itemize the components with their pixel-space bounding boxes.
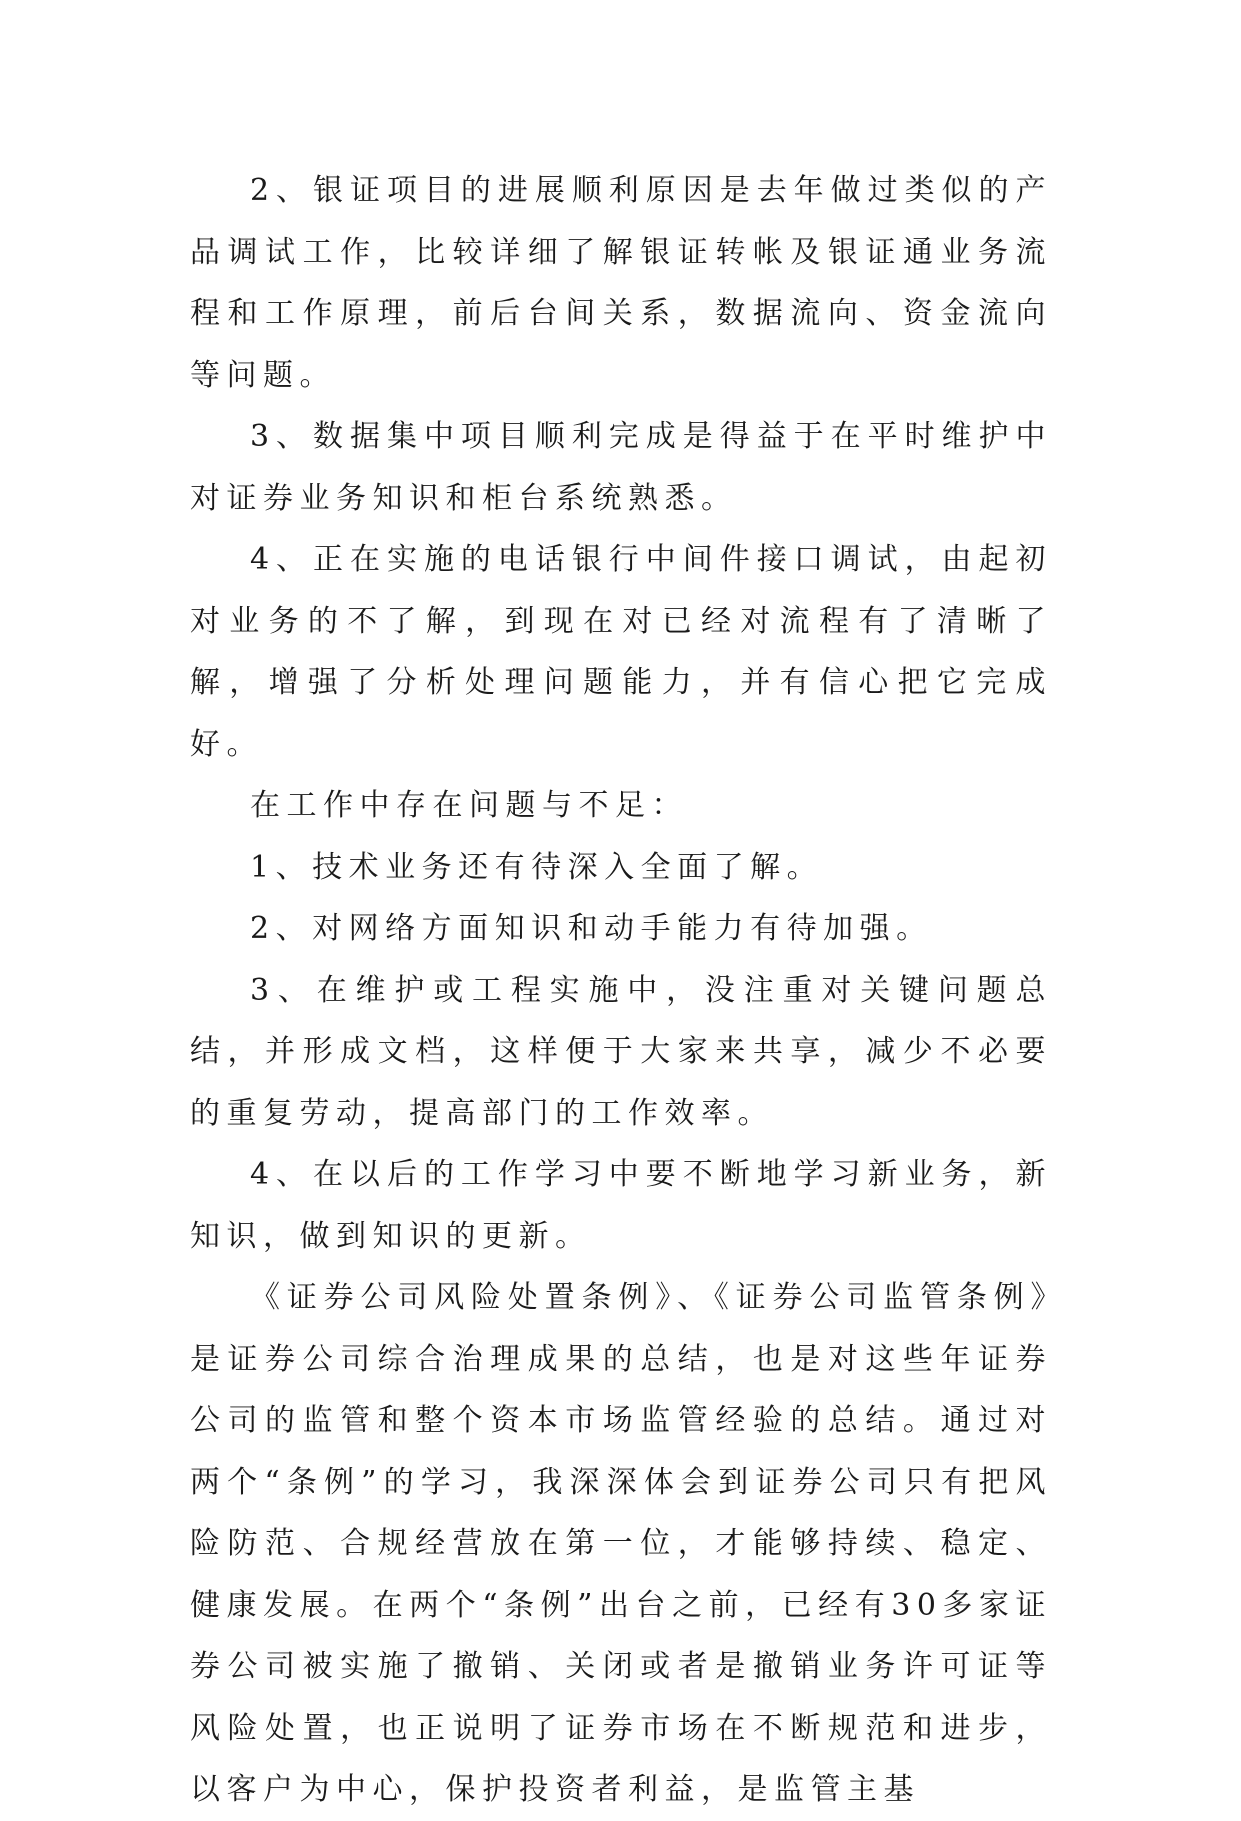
- paragraph-issue-1: 1、技术业务还有待深入全面了解。: [250, 849, 824, 885]
- paragraph-issue-3: 3、在维护或工程实施中，没注重对关键问题总结，并形成文档，这样便于大家来共享，减少不必要的重复劳动，提高部门的工作效率。: [190, 972, 1052, 1131]
- paragraph-regulations: 《证券公司风险处置条例》、《证券公司监管条例》是证券公司综合治理成果的总结，也是对这些年证券公司的监管和整个资本市场监管经验的总结。通过对两个“条例”的学习，我深深体会到证券公司只有把风险防范、合规经营放在第一位，才能够持续、稳定、健康发展。在两个“条例”出台之前，已经有30多家证券公司被实施了撤销、关闭或者是撤销业务许可证等风险处置，也正说明了证券市场在不断规范和进步，以客户为中心，保护投资者利益，是监管主基: [190, 1280, 1052, 1807]
- document-body: [190, 160, 1052, 1821]
- paragraph-issue-4: 4、在以后的工作学习中要不断地学习新业务，新知识，做到知识的更新。: [190, 1157, 1052, 1254]
- paragraph-item-2-bank-securities: 2、银证项目的进展顺利原因是去年做过类似的产品调试工作，比较详细了解银证转帐及银证通业务流程和工作原理，前后台间关系，数据流向、资金流向等问题。: [190, 173, 1052, 393]
- paragraph-item-3-data-centralization: 3、数据集中项目顺利完成是得益于在平时维护中对证券业务知识和柜台系统熟悉。: [190, 419, 1052, 516]
- paragraph-issue-2: 2、对网络方面知识和动手能力有待加强。: [250, 911, 933, 946]
- paragraph-issues-heading: 在工作中存在问题与不足：: [250, 788, 688, 823]
- paragraph-item-4-phone-banking: 4、正在实施的电话银行中间件接口调试，由起初对业务的不了解，到现在对已经对流程有了清晰了解，增强了分析处理问题能力，并有信心把它完成好。: [190, 542, 1052, 762]
